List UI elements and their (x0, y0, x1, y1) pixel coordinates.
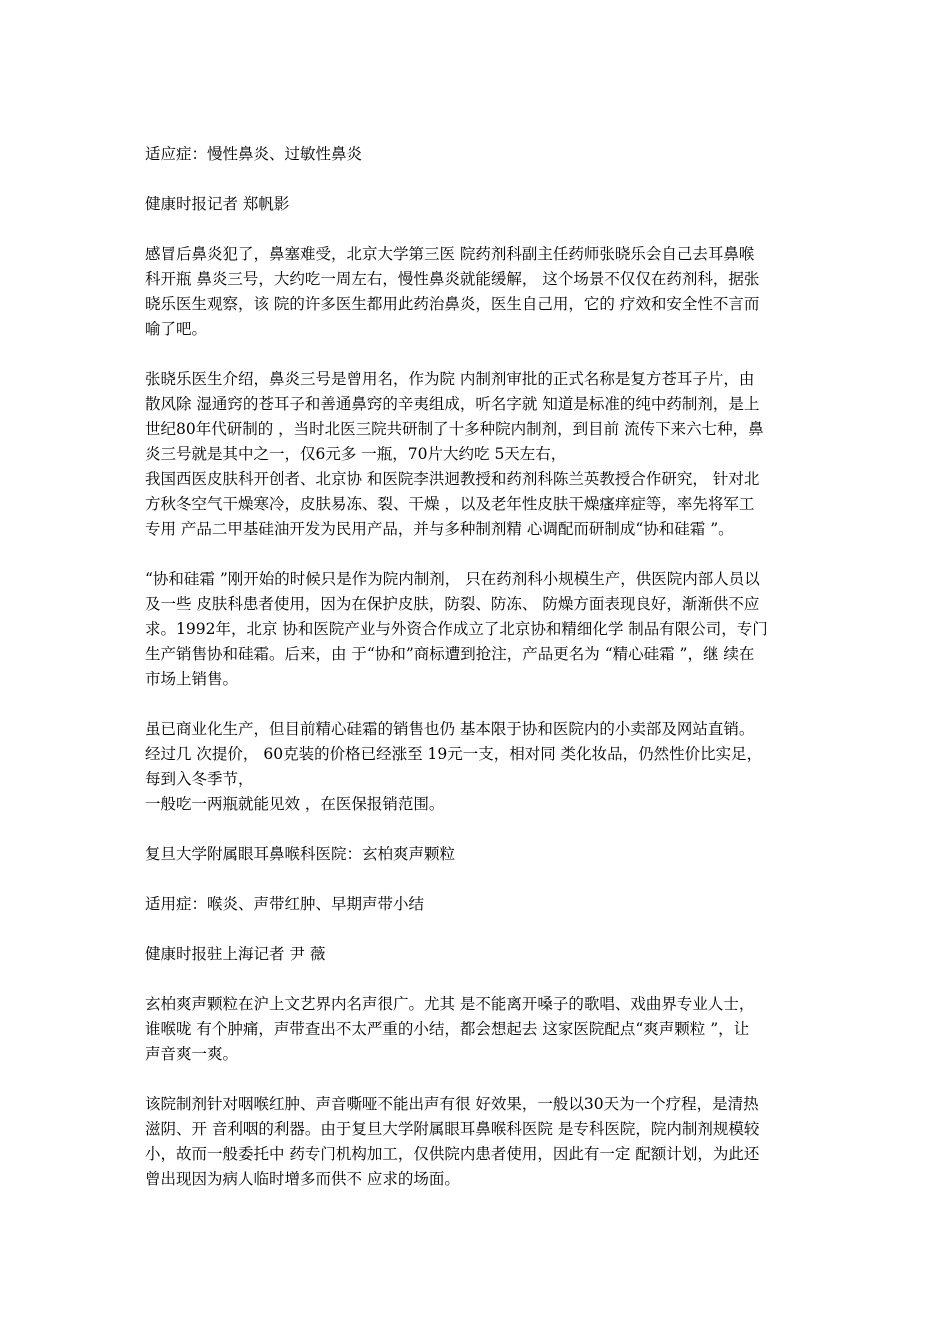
text-line: 我国西医皮肤科开创者、北京协 和医院李洪迥教授和药剂科陈兰英教授合作研究， 针对北 (145, 470, 760, 488)
text-line: 虽已商业化生产，但目前精心硅霜的销售也仍 基本限于协和医院内的小卖部及网站直销。 (145, 720, 755, 738)
text-line: 求。1992年，北京 协和医院产业与外资合作成立了北京协和精细化学 制品有限公司，专门 (145, 620, 768, 638)
text-line: 健康时报驻上海记者 尹 薇 (145, 945, 326, 963)
paragraph (145, 942, 810, 967)
paragraph (145, 367, 810, 542)
text-line: 专用 产品二甲基硅油开发为民用产品，并与多种制剂精 心调配而研制成“协和硅霜 ”。 (145, 520, 734, 538)
paragraph (145, 192, 810, 217)
text-line: 世纪80年代研制的 ，当时北医三院共研制了十多种院内制剂，到目前 流传下来六七种，鼻 (145, 420, 764, 438)
paragraph (145, 992, 810, 1067)
text-line: 方秋冬空气干燥寒冷，皮肤易冻、裂、干燥 ，以及老年性皮肤干燥瘙痒症等，率先将军工 (145, 495, 755, 513)
paragraph (145, 142, 810, 167)
paragraph (145, 892, 810, 917)
text-line: 适用症：喉炎、声带红肿、早期声带小结 (145, 895, 425, 913)
text-line: 玄柏爽声颗粒在沪上文艺界内名声很广。尤其 是不能离开嗓子的歌唱、戏曲界专业人士， (145, 995, 755, 1013)
text-line: 该院制剂针对咽喉红肿、声音嘶哑不能出声有很 好效果，一般以30天为一个疗程，是清热 (145, 1095, 759, 1113)
text-line: 喻了吧。 (145, 320, 208, 338)
text-line: 曾出现因为病人临时增多而供不 应求的场面。 (145, 1170, 460, 1188)
text-line: 张晓乐医生介绍，鼻炎三号是曾用名，作为院 内制剂审批的正式名称是复方苍耳子片，由 (145, 370, 755, 388)
paragraph (145, 1092, 810, 1192)
text-line: 复旦大学附属眼耳鼻喉科医院：玄柏爽声颗粒 (145, 845, 456, 863)
document-body (145, 142, 810, 1217)
text-line: 生产销售协和硅霜。后来，由 于“协和”商标遭到抢注，产品更名为 “精心硅霜 ”，继 续在 (145, 645, 755, 663)
text-line: 经过几 次提价， 60克装的价格已经涨至 19元一支，相对同 类化妆品，仍然性价比实足， (145, 745, 763, 763)
paragraph (145, 717, 810, 817)
paragraph (145, 567, 810, 692)
text-line: “协和硅霜 ”刚开始的时候只是作为院内制剂， 只在药剂科小规模生产，供医院内部人员以 (145, 570, 760, 588)
text-line: 每到入冬季节， (145, 770, 254, 788)
text-line: 滋阴、开 音利咽的利器。由于复旦大学附属眼耳鼻喉科医院 是专科医院，院内制剂规模较 (145, 1120, 760, 1138)
text-line: 散风除 湿通窍的苍耳子和善通鼻窍的辛夷组成，听名字就 知道是标准的纯中药制剂，是上 (145, 395, 760, 413)
text-line: 科开瓶 鼻炎三号，大约吃一周左右，慢性鼻炎就能缓解， 这个场景不仅仅在药剂科，据张 (145, 270, 760, 288)
paragraph (145, 242, 810, 342)
text-line: 谁喉咙 有个肿痛，声带查出不太严重的小结，都会想起去 这家医院配点“爽声颗粒 ”，让 (145, 1020, 750, 1038)
text-line: 晓乐医生观察，该 院的许多医生都用此药治鼻炎，医生自己用，它的 疗效和安全性不言而 (145, 295, 760, 313)
text-line: 适应症：慢性鼻炎、过敏性鼻炎 (145, 145, 363, 163)
text-line: 一般吃一两瓶就能见效 ，在医保报销范围。 (145, 795, 445, 813)
text-line: 声音爽一爽。 (145, 1045, 239, 1063)
paragraph (145, 842, 810, 867)
text-line: 健康时报记者 郑帆影 (145, 195, 290, 213)
text-line: 炎三号就是其中之一，仅6元多 一瓶，70片大约吃 5天左右， (145, 445, 567, 463)
text-line: 及一些 皮肤科患者使用，因为在保护皮肤，防裂、防冻、 防燥方面表现良好，渐渐供不应 (145, 595, 760, 613)
text-line: 市场上销售。 (145, 670, 239, 688)
text-line: 小，故而一般委托中 药专门机构加工，仅供院内患者使用，因此有一定 配额计划，为此还 (145, 1145, 760, 1163)
text-line: 感冒后鼻炎犯了，鼻塞难受，北京大学第三医 院药剂科副主任药师张晓乐会自己去耳鼻喉 (145, 245, 755, 263)
